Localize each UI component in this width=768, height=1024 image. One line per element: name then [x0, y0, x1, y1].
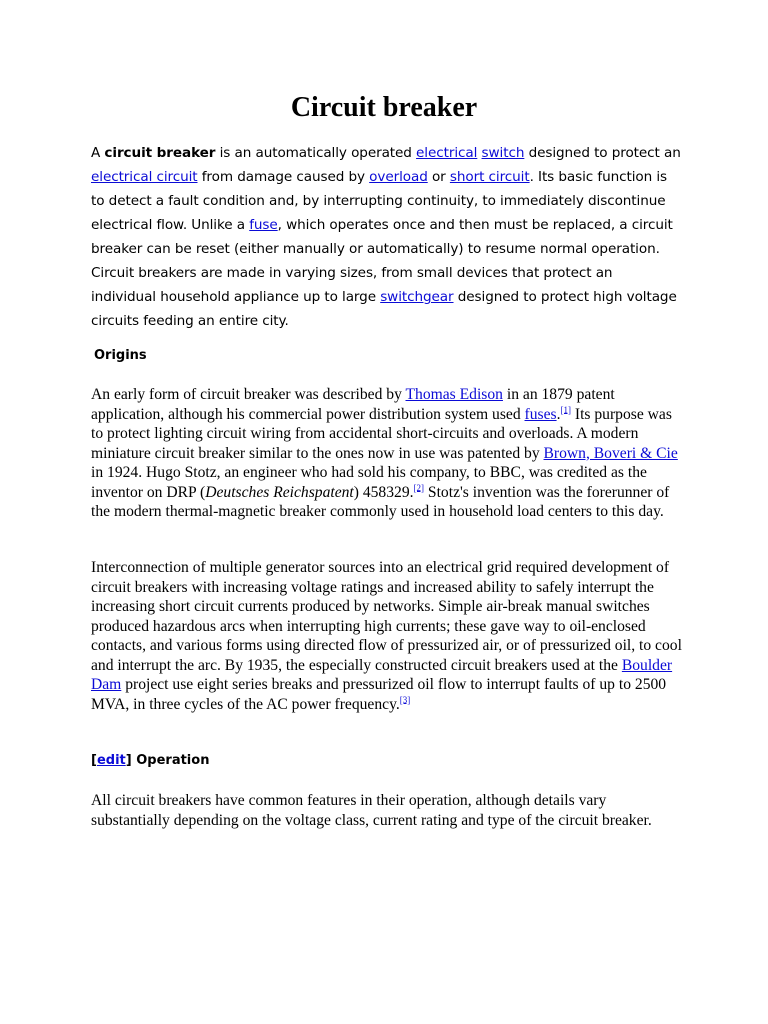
bracket: ] [125, 753, 132, 768]
text: Interconnection of multiple generator sources into an electrical grid required development of circuit breakers with increasing voltage ratings and increased ability to safely interrupt the increasing short circuit currents produced by networks. Simple air-break manual switches produced hazardous arcs when interrupting high currents; these gave way to oil-enclosed contacts, and various forms using directed flow of pressurized air, or of pressurized oil, to cool and interrupt the arc. By 1935, the especially constructed circuit breakers used at the [91, 559, 682, 674]
link-brown-boveri[interactable]: Brown, Boveri & Cie [543, 444, 678, 462]
intro-paragraph [91, 141, 681, 333]
link-fuses[interactable]: fuses [524, 405, 557, 423]
text: in an 1879 patent application, although his commercial power distribution system used [91, 386, 615, 423]
operation-paragraph: All circuit breakers have common features in their operation, although details vary substantially depending on the voltage class, current rating and type of the circuit breaker. [91, 792, 652, 829]
citation-3[interactable]: [3] [399, 694, 411, 705]
text: in 1924. Hugo Stotz, an engineer who had sold his company, to BBC, was credited as the inventor on DRP ( [91, 464, 647, 501]
citation-1[interactable]: [1] [560, 404, 571, 415]
origins-paragraph-1 [91, 385, 686, 522]
text: . [556, 405, 561, 423]
text: . Its basic function is to detect a fault condition and, by interrupting continuity, to immediately discontinue electrical flow. Unlike a [91, 169, 668, 233]
link-thomas-edison[interactable]: Thomas Edison [405, 386, 503, 403]
citation-2[interactable]: [2] [413, 482, 425, 493]
text: ) 458329. [353, 483, 414, 501]
link-switch[interactable]: switch [481, 145, 525, 161]
page-title: Circuit breaker [290, 92, 478, 123]
heading-text: Operation [131, 753, 210, 768]
link-switchgear[interactable]: switchgear [380, 289, 454, 305]
text: from damage caused by [197, 169, 370, 185]
term-bold: circuit breaker [104, 145, 216, 161]
text: Stotz's invention was the forerunner of the modern thermal-magnetic breaker commonly used in household load centers to this day. [91, 483, 670, 520]
section-heading-origins: Origins [94, 348, 147, 363]
link-electrical[interactable]: electrical [416, 145, 478, 161]
section-heading-operation [91, 751, 209, 771]
text: An early form of circuit breaker was described by [91, 386, 406, 403]
link-fuse[interactable]: fuse [249, 217, 278, 233]
edit-link[interactable]: edit [96, 753, 126, 768]
link-boulder-dam[interactable]: Boulder Dam [91, 656, 673, 693]
italic-term: Deutsches Reichspatent [205, 483, 354, 501]
origins-paragraph-2 [91, 558, 686, 714]
text: or [427, 169, 450, 185]
text: designed to protect high voltage circuits feeding an entire city. [91, 289, 677, 329]
bracket: [ [91, 753, 97, 768]
text: Its purpose was to protect lighting circuit wiring from accidental short-circuits and overloads. A modern miniature circuit breaker similar to the ones now in use was patented by [91, 405, 672, 462]
text: , which operates once and then must be replaced, a circuit breaker can be reset (either manually or automatically) to resume normal operation. Circuit breakers are made in varying sizes, from small devices that protect an individual household appliance up to large [91, 217, 673, 305]
text: A [91, 145, 105, 161]
link-overload[interactable]: overload [369, 169, 428, 185]
text: designed to protect an [524, 145, 681, 161]
link-electrical-circuit[interactable]: electrical circuit [91, 169, 198, 185]
text: project use eight series breaks and pressurized oil flow to interrupt faults of up to 2500 MVA, in three cycles of the AC power frequency. [91, 676, 667, 713]
text: is an automatically operated [215, 145, 417, 161]
link-short-circuit[interactable]: short circuit [449, 169, 530, 185]
